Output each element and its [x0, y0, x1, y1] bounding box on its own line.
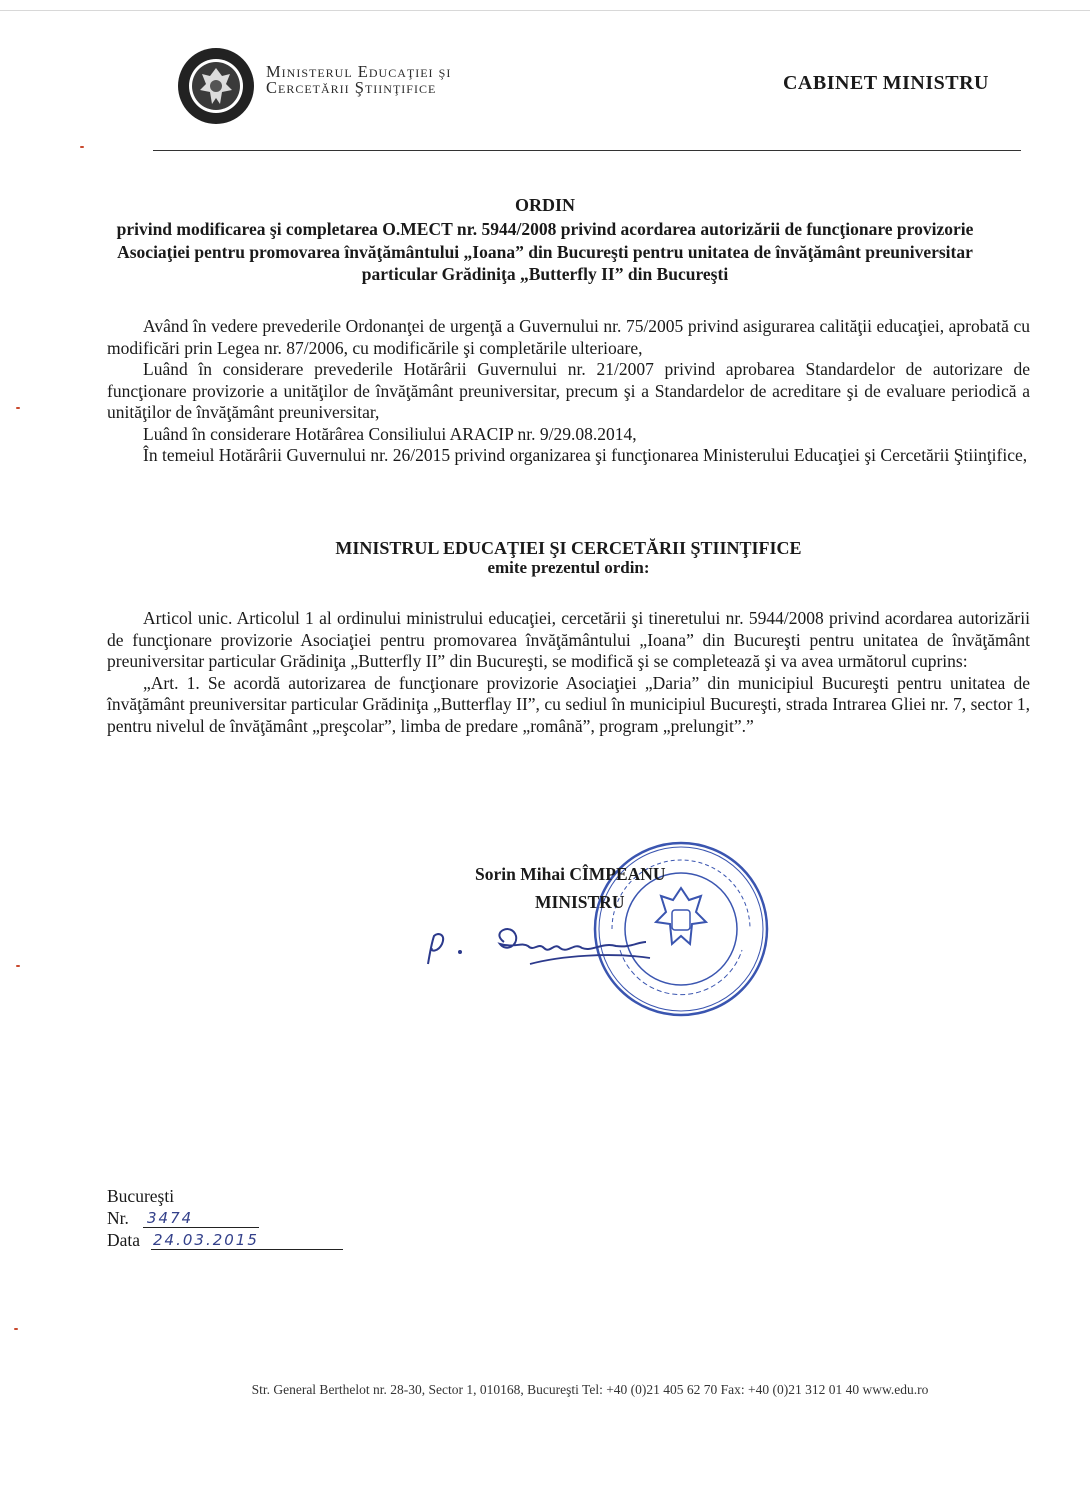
city-label: Bucureşti — [107, 1186, 175, 1206]
order-title: ORDIN — [514, 195, 575, 215]
date-label: Data — [107, 1230, 141, 1250]
preamble-paragraph: Având în vedere prevederile Ordonanţei de urgenţă a Guvernului nr. 75/2005 privind asigurarea calităţii educaţiei, aprobată cu modificări prin Legea nr. 87/2006, cu modificările şi completările ulterioare, — [107, 316, 1030, 358]
date-row — [107, 1229, 259, 1251]
number-label: Nr. — [107, 1208, 129, 1228]
ministry-name-line1: Ministerul Educaţiei şi — [266, 62, 452, 81]
preamble — [107, 316, 1030, 467]
signatory-block — [475, 860, 666, 916]
signatory-role: MINISTRU — [535, 892, 625, 912]
article-paragraph: „Art. 1. Se acordă autorizarea de funcţionare provizorie Asociaţiei „Daria” din municipiul Bucureşti pentru unitatea de învăţământ preuniversitar particular Grădiniţa „Butterflay II”, cu sediul în municipiul Bucureşti, strada Intrarea Gliei nr. 7, sector 1, pentru nivelul de învăţământ „preşcolar”, limba de predare „română”, program „prelungit”.” — [107, 672, 1030, 736]
scan-speck — [16, 407, 20, 409]
date-underline — [151, 1249, 343, 1250]
scan-speck — [16, 965, 20, 967]
handwritten-signature — [420, 912, 660, 982]
footer-contact: Str. General Berthelot nr. 28-30, Sector 1, 010168, Bucureşti Tel: +40 (0)21 405 62 70 Fax: +40 (0)21 312 01 40 www.edu.ro — [251, 1382, 929, 1397]
article-paragraph: Articol unic. Articolul 1 al ordinului ministrului educaţiei, cercetării şi tineretului nr. 5944/2008 privind acordarea autorizării de funcţionare provizorie Asociaţiei pentru promovarea învăţământului „Ioana” din Bucureşti pentru unitatea de învăţământ preuniversitar particular Grădiniţa „Butterfly II” din Bucureşti, se modifică şi se completează şi va avea următorul cuprins: — [107, 608, 1030, 671]
ministry-name — [266, 64, 451, 96]
date-value: 24.03.2015 — [153, 1231, 259, 1249]
scan-edge-line — [0, 10, 1090, 11]
preamble-paragraph: Luând în considerare Hotărârea Consiliului ARACIP nr. 9/29.08.2014, — [143, 423, 637, 444]
issuer-block — [107, 538, 1030, 578]
romania-government-seal-icon — [176, 46, 256, 126]
scan-speck — [14, 1328, 18, 1330]
cabinet-label: CABINET MINISTRU — [782, 72, 989, 94]
order-subject: privind modificarea şi completarea O.MECT nr. 5944/2008 privind acordarea autorizării de funcţionare provizorie Asociaţiei pentru promovarea învăţământului „Ioana” din Bucureşti pentru unitatea de învăţământ preuniversitar particular Grădiniţa „Butterfly II” din Bucureşti — [116, 219, 974, 284]
number-value: 3474 — [147, 1209, 194, 1227]
preamble-paragraph: În temeiul Hotărârii Guvernului nr. 26/2015 privind organizarea şi funcţionarea Ministerului Educaţiei şi Cercetării Ştiinţifice, — [143, 445, 1028, 465]
issuer-action: emite prezentul ordin: — [487, 558, 650, 577]
article-body — [107, 608, 1030, 737]
scan-speck — [80, 146, 84, 148]
city-row — [107, 1185, 174, 1207]
place-and-date — [107, 1185, 259, 1251]
number-row — [107, 1207, 194, 1229]
issuer-title: MINISTRUL EDUCAŢIEI ŞI CERCETĂRII ŞTIINŢIFICE — [335, 538, 802, 558]
ministry-name-line2: Cercetării Ştiinţifice — [266, 78, 437, 97]
signatory-name: Sorin Mihai CÎMPEANU — [475, 864, 666, 884]
number-underline — [143, 1227, 259, 1228]
preamble-paragraph: Luând în considerare prevederile Hotărârii Guvernului nr. 21/2007 privind aprobarea Standardelor de autorizare de funcţionare provizorie a unităţilor de învăţământ preuniversitar, precum şi a Standardelor de acreditare şi de evaluare periodică a unităţilor de învăţământ preuniversitar, — [107, 359, 1030, 422]
header-divider — [153, 150, 1021, 151]
